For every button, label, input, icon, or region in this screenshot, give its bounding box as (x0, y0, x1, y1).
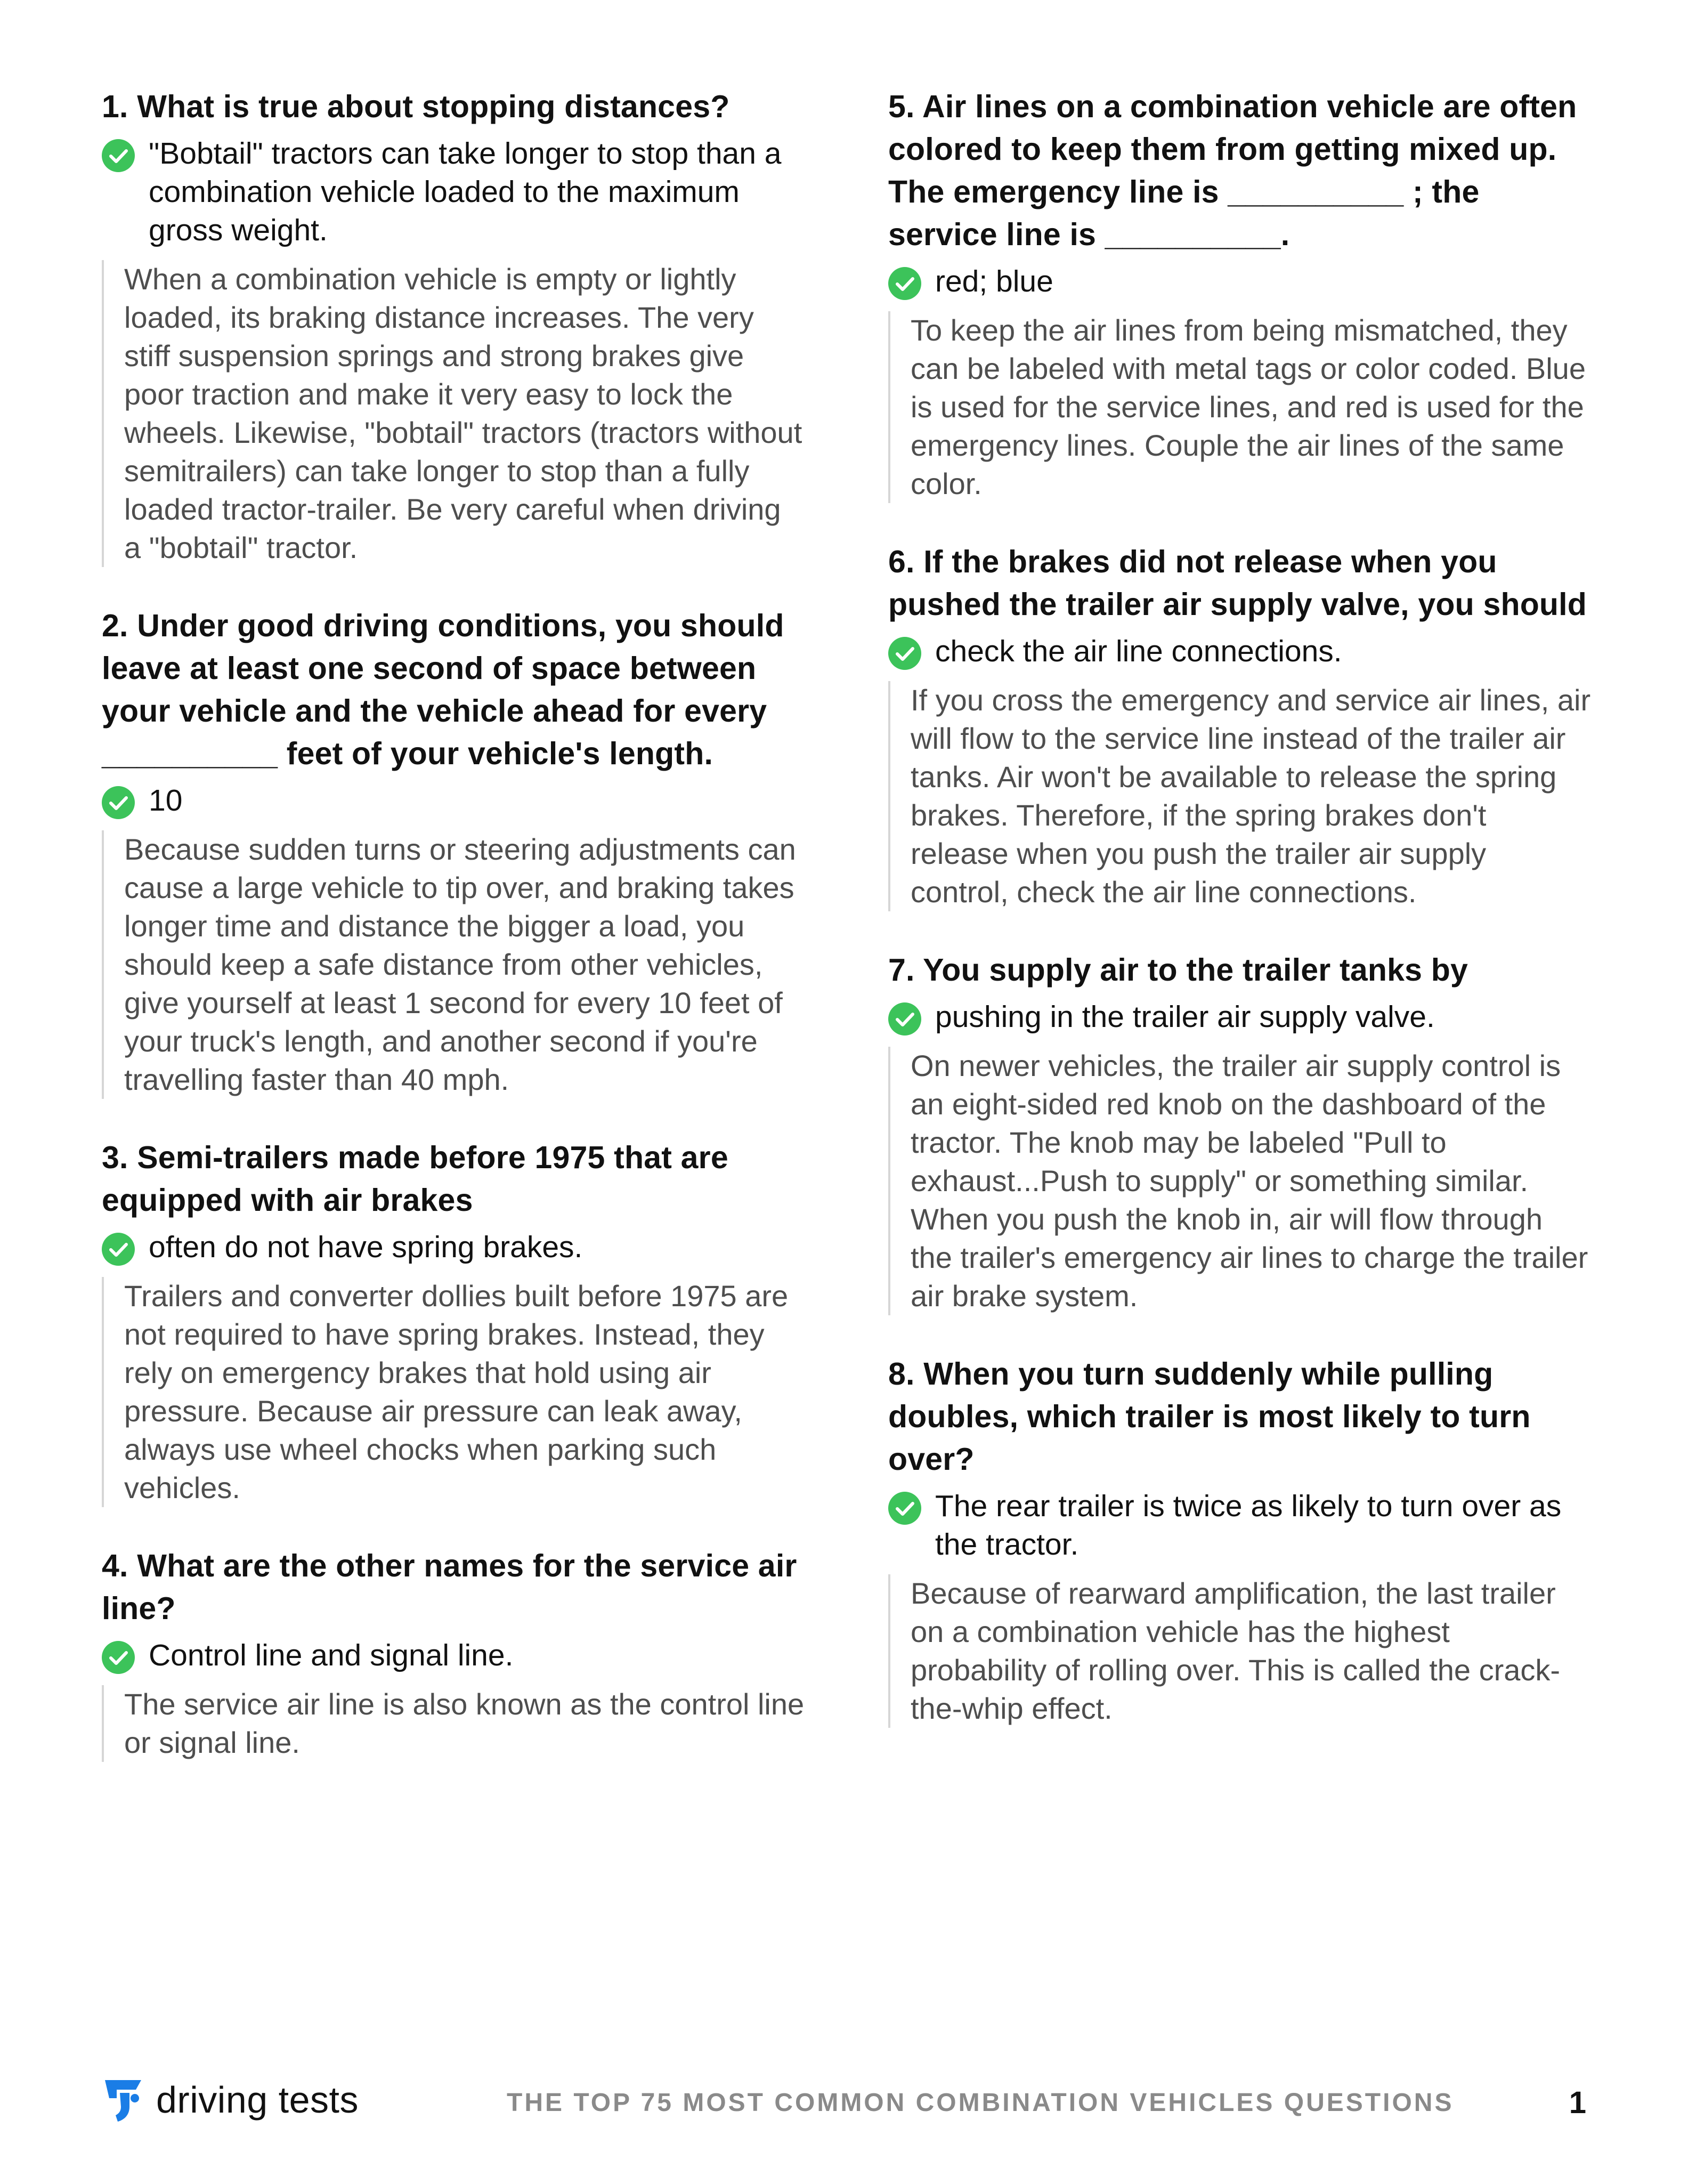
question-6 (888, 540, 1592, 911)
question-title: 8. When you turn suddenly while pulling doubles, which trailer is most likely to turn over? (888, 1356, 1531, 1477)
explanation: On newer vehicles, the trailer air supply control is an eight-sided red knob on the dashboard of the tractor. The knob may be labeled "Pull to exhaust...Push to supply" or something similar. When you push the knob in, air will flow through the trailer's emergency air lines to charge the trailer air brake system. (888, 1047, 1592, 1315)
check-circle-icon (888, 1492, 921, 1525)
driving-tests-logo-icon (102, 2077, 144, 2123)
explanation: The service air line is also known as the control line or signal line. (102, 1685, 805, 1762)
page-footer (102, 2073, 1586, 2126)
correct-answer (888, 632, 1592, 670)
answer-text: The rear trailer is twice as likely to turn over as the tractor. (935, 1489, 1562, 1562)
question-3 (102, 1136, 805, 1507)
question-2 (102, 604, 805, 1099)
check-circle-icon (102, 139, 135, 172)
question-7 (888, 949, 1592, 1315)
explanation: If you cross the emergency and service air lines, air will flow to the service line instead of the trailer air tanks. Air won't be available to release the spring brakes. Therefore, if the spring brakes don't release when you push the trailer air supply control, check the air line connections. (888, 681, 1592, 911)
check-circle-icon (888, 637, 921, 670)
question-title: 6. If the brakes did not release when you pushed the trailer air supply valve, you should (888, 544, 1587, 622)
check-circle-icon (888, 267, 921, 300)
question-8 (888, 1353, 1592, 1728)
check-circle-icon (888, 1002, 921, 1036)
right-column (888, 85, 1592, 1765)
left-column (102, 85, 805, 1799)
question-title: 3. Semi-trailers made before 1975 that are equipped with air brakes (102, 1140, 728, 1218)
question-title: 1. What is true about stopping distances? (102, 89, 730, 124)
explanation: Trailers and converter dollies built before 1975 are not required to have spring brakes. Instead, they rely on emergency brakes that hold using air pressure. Because air pressure can leak away, always use wheel chocks when parking such vehicles. (102, 1277, 805, 1507)
answer-text: pushing in the trailer air supply valve. (935, 1000, 1435, 1034)
answer-text: red; blue (935, 264, 1053, 298)
answer-text: "Bobtail" tractors can take longer to stop than a combination vehicle loaded to the maximum gross weight. (149, 136, 782, 247)
question-4 (102, 1544, 805, 1762)
check-circle-icon (102, 1233, 135, 1266)
question-title: 4. What are the other names for the service air line? (102, 1548, 797, 1626)
explanation: To keep the air lines from being mismatched, they can be labeled with metal tags or color coded. Blue is used for the service lines, and red is used for the emergency lines. Couple the air lines of the same color. (888, 311, 1592, 503)
question-title: 7. You supply air to the trailer tanks by (888, 952, 1468, 988)
answer-text: check the air line connections. (935, 634, 1342, 668)
answer-text: 10 (149, 783, 183, 818)
question-5 (888, 85, 1592, 503)
question-title: 2. Under good driving conditions, you should leave at least one second of space between your vehicle and the vehicle ahead for every __________ feet of your vehicle's length. (102, 608, 784, 771)
question-title: 5. Air lines on a combination vehicle are often colored to keep them from getting mixed up. The emergency line is __________ ; the service line is __________. (888, 89, 1577, 252)
brand-logo (102, 2073, 359, 2126)
explanation: When a combination vehicle is empty or lightly loaded, its braking distance increases. The very stiff suspension springs and strong brakes give poor traction and make it very easy to lock the wheels. Likewise, "bobtail" tractors (tractors without semitrailers) can take longer to stop than a fully loaded tractor-trailer. Be very careful when driving a "bobtail" tractor. (102, 260, 805, 567)
answer-text: Control line and signal line. (149, 1638, 514, 1672)
footer-title: THE TOP 75 MOST COMMON COMBINATION VEHICLES QUESTIONS (507, 2089, 1454, 2117)
check-circle-icon (102, 786, 135, 819)
correct-answer (888, 1487, 1592, 1564)
correct-answer (102, 781, 805, 820)
answer-text: often do not have spring brakes. (149, 1230, 583, 1264)
question-1 (102, 85, 805, 567)
correct-answer (102, 1228, 805, 1266)
correct-answer (102, 1636, 805, 1675)
correct-answer (888, 262, 1592, 301)
correct-answer (102, 134, 805, 249)
page-number: 1 (1569, 2085, 1586, 2120)
check-circle-icon (102, 1641, 135, 1674)
explanation: Because of rearward amplification, the last trailer on a combination vehicle has the highest probability of rolling over. This is called the crack-the-whip effect. (888, 1574, 1592, 1728)
explanation: Because sudden turns or steering adjustments can cause a large vehicle to tip over, and braking takes longer time and distance the bigger a load, you should keep a safe distance from other vehicles, give yourself at least 1 second for every 10 feet of your truck's length, and another second if you're travelling faster than 40 mph. (102, 830, 805, 1099)
correct-answer (888, 998, 1592, 1036)
brand-name: driving tests (156, 2079, 359, 2121)
